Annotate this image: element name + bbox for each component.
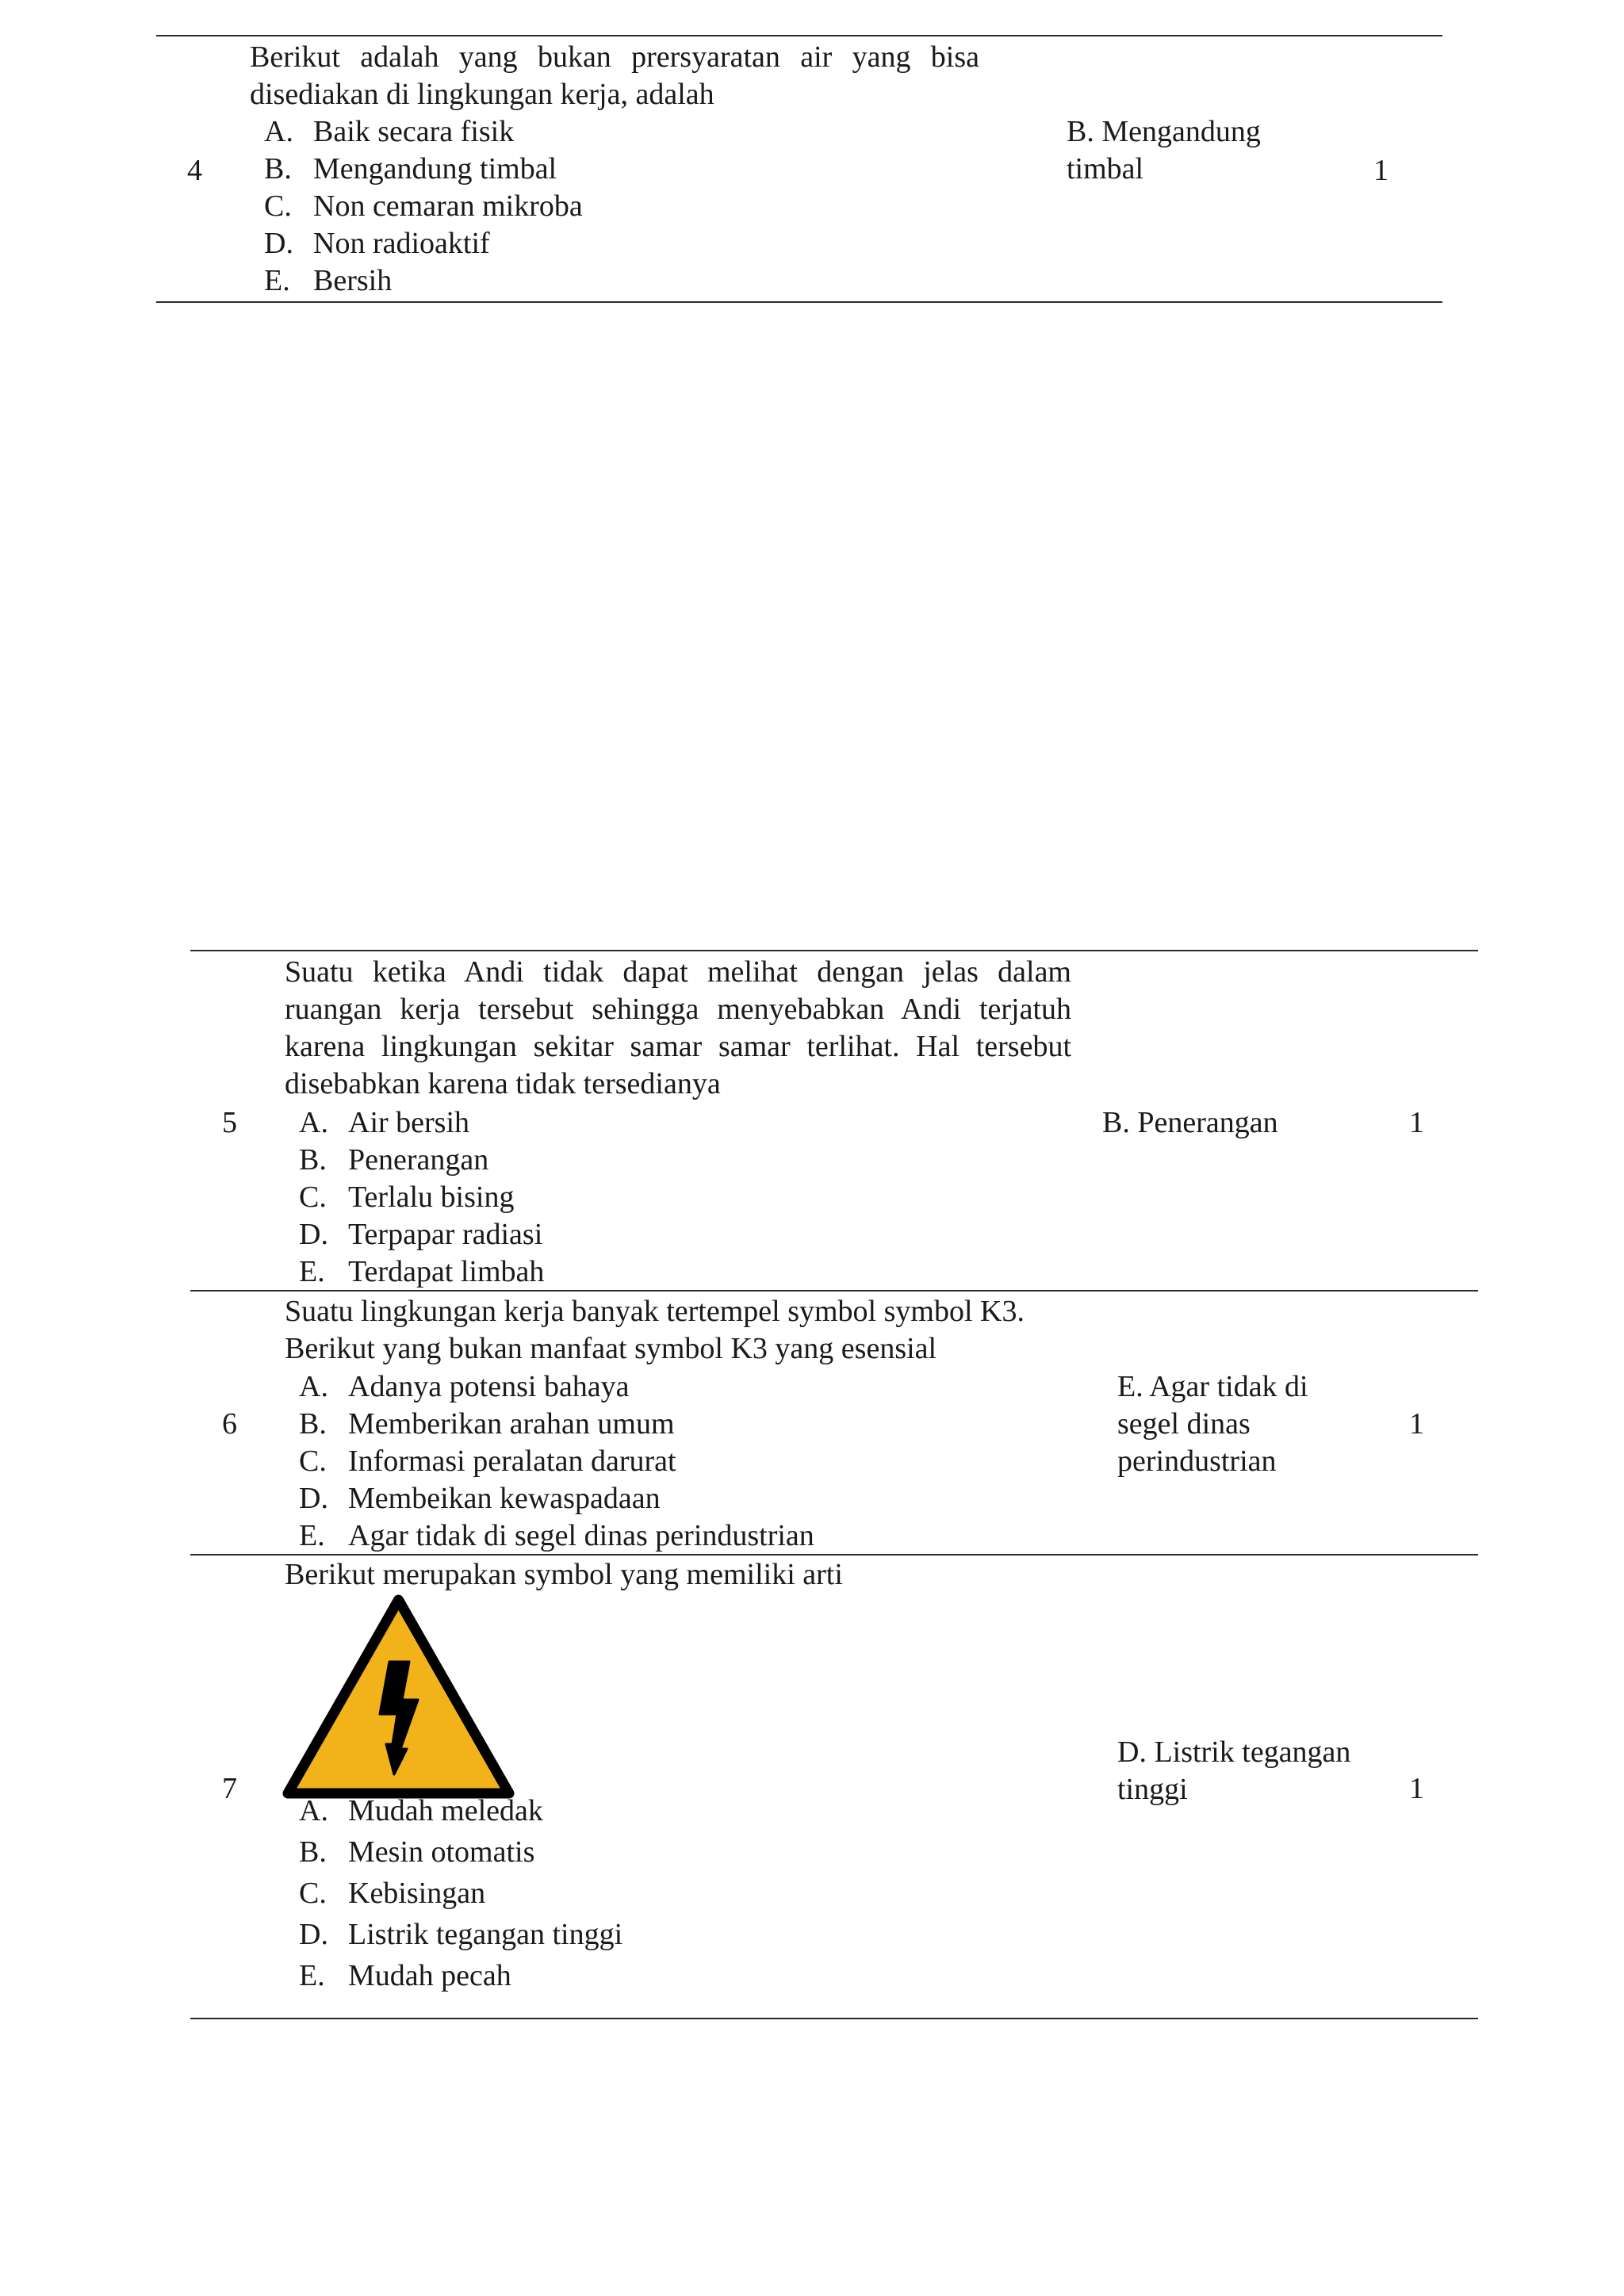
- table-rule-top-q5: [190, 950, 1478, 951]
- option-text: Informasi peralatan darurat: [348, 1445, 676, 1478]
- option-item: [299, 1216, 544, 1253]
- option-text: Membeikan kewaspadaan: [348, 1482, 661, 1515]
- option-letter: A.: [299, 1794, 328, 1827]
- option-text: Terpapar radiasi: [348, 1218, 543, 1251]
- option-letter: A.: [299, 1370, 328, 1403]
- answer-key: E. Agar tidak di segel dinas perindustrian: [1117, 1370, 1308, 1478]
- option-text: Mesin otomatis: [348, 1835, 535, 1869]
- option-text: Terdapat limbah: [348, 1255, 545, 1288]
- score: 1: [1409, 1772, 1424, 1805]
- option-item: [299, 1955, 622, 1996]
- option-item: [264, 188, 583, 225]
- option-text: Air bersih: [348, 1106, 470, 1139]
- option-text: Listrik tegangan tinggi: [348, 1918, 623, 1951]
- option-text: Agar tidak di segel dinas perindustrian: [348, 1519, 814, 1552]
- option-list: [299, 1368, 814, 1555]
- option-letter: D.: [299, 1218, 328, 1251]
- table-rule-q7: [190, 1554, 1478, 1556]
- high-voltage-warning-icon: [282, 1594, 515, 1801]
- table-rule-top-q4: [156, 35, 1442, 36]
- option-text: Kebisingan: [348, 1877, 486, 1910]
- option-text: Mengandung timbal: [313, 152, 557, 186]
- question-text: Berikut merupakan symbol yang memiliki arti: [285, 1558, 843, 1591]
- option-text: Baik secara fisik: [313, 115, 515, 148]
- option-letter: D.: [299, 1482, 328, 1515]
- option-item: [264, 225, 583, 262]
- option-letter: C.: [299, 1181, 327, 1214]
- option-item: [299, 1831, 622, 1873]
- option-text: Mudah pecah: [348, 1959, 511, 1992]
- option-letter: B.: [299, 1143, 327, 1177]
- option-list: [299, 1790, 622, 1996]
- option-item: [264, 151, 583, 188]
- option-text: Non cemaran mikroba: [313, 189, 583, 223]
- option-letter: E.: [299, 1519, 325, 1552]
- question-number: 4: [187, 154, 202, 187]
- score: 1: [1409, 1407, 1424, 1441]
- answer-key: D. Listrik tegangan tinggi: [1117, 1735, 1351, 1806]
- question-text: Suatu ketika Andi tidak dapat melihat dengan jelas dalam ruangan kerja tersebut sehingga menyebabkan Andi terjatuh karena lingkungan sekitar samar samar terlihat. Hal tersebut disebabkan karena tidak tersedianya: [285, 955, 1071, 1100]
- option-letter: C.: [264, 189, 292, 223]
- option-item: [299, 1142, 544, 1179]
- option-item: [299, 1179, 544, 1216]
- option-item: [264, 262, 583, 300]
- option-item: [299, 1104, 544, 1142]
- option-letter: A.: [299, 1106, 328, 1139]
- answer-key: B. Penerangan: [1102, 1106, 1278, 1139]
- option-text: Adanya potensi bahaya: [348, 1370, 630, 1403]
- question-number: 7: [222, 1772, 237, 1805]
- option-item: [299, 1790, 622, 1831]
- option-item: [264, 113, 583, 151]
- table-rule-bottom-q7: [190, 2018, 1478, 2019]
- option-letter: B.: [299, 1407, 327, 1441]
- option-letter: E.: [264, 264, 290, 297]
- option-text: Terlalu bising: [348, 1181, 515, 1214]
- option-text: Mudah meledak: [348, 1794, 543, 1827]
- table-rule-bottom-q4: [156, 301, 1442, 303]
- option-text: Non radioaktif: [313, 227, 490, 260]
- option-letter: E.: [299, 1959, 325, 1992]
- table-rule-q6: [190, 1290, 1478, 1292]
- option-letter: B.: [264, 152, 292, 186]
- option-item: [299, 1914, 622, 1955]
- option-item: [299, 1517, 814, 1555]
- question-text: Suatu lingkungan kerja banyak tertempel symbol symbol K3. Berikut yang bukan manfaat symbol K3 yang esensial: [285, 1295, 1025, 1365]
- question-number: 5: [222, 1106, 237, 1139]
- option-letter: B.: [299, 1835, 327, 1869]
- option-list: [264, 113, 583, 300]
- option-letter: C.: [299, 1445, 327, 1478]
- option-item: [299, 1406, 814, 1443]
- answer-key: B. Mengandung timbal: [1067, 115, 1261, 186]
- option-letter: A.: [264, 115, 293, 148]
- option-text: Memberikan arahan umum: [348, 1407, 675, 1441]
- score: 1: [1373, 154, 1388, 187]
- option-text: Penerangan: [348, 1143, 489, 1177]
- option-item: [299, 1253, 544, 1291]
- option-text: Bersih: [313, 264, 393, 297]
- option-letter: C.: [299, 1877, 327, 1910]
- question-text: Berikut adalah yang bukan prersyaratan air yang bisa disediakan di lingkungan kerja, adalah: [250, 40, 979, 111]
- option-letter: D.: [264, 227, 293, 260]
- option-list: [299, 1104, 544, 1291]
- option-item: [299, 1443, 814, 1480]
- option-item: [299, 1480, 814, 1517]
- option-item: [299, 1873, 622, 1914]
- option-item: [299, 1368, 814, 1406]
- question-number: 6: [222, 1407, 237, 1441]
- option-letter: E.: [299, 1255, 325, 1288]
- option-letter: D.: [299, 1918, 328, 1951]
- score: 1: [1409, 1106, 1424, 1139]
